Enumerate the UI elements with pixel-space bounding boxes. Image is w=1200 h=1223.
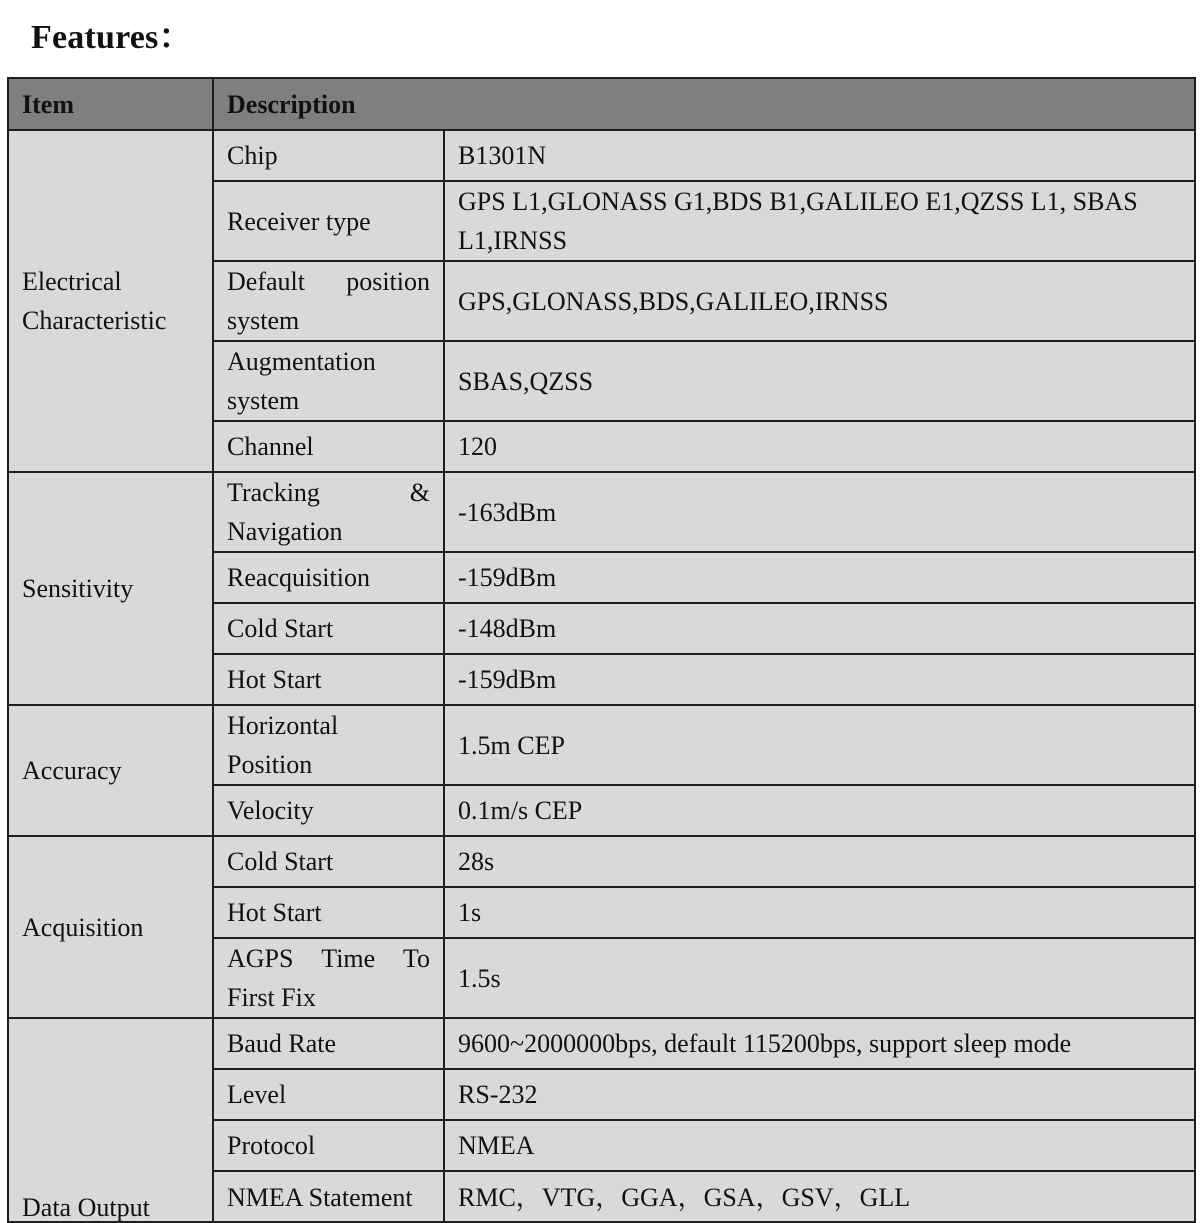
spec-value: B1301N [444,130,1195,181]
features-table [7,77,1196,1223]
table-row [8,705,1195,785]
spec-name-line1: Tracking & [227,478,430,507]
table-row [8,130,1195,181]
section-title: Features： [31,19,193,56]
spec-name-line2: First Fix [227,983,316,1012]
spec-value: RMC，VTG，GGA，GSA，GSV，GLL [444,1171,1195,1222]
spec-name: Cold Start [213,603,444,654]
spec-name: Baud Rate [213,1018,444,1069]
group-cell-accuracy: Accuracy [8,705,213,836]
header-item: Item [8,78,213,130]
spec-value: 1.5s [444,938,1195,1018]
group-cell-electrical: Electrical Characteristic [8,130,213,472]
spec-value: 1s [444,887,1195,938]
spec-name: NMEA Statement [213,1171,444,1222]
spec-name [213,341,444,421]
spec-name: Hot Start [213,887,444,938]
spec-name: Velocity [213,785,444,836]
spec-name: Reacquisition [213,552,444,603]
spec-name: Protocol [213,1120,444,1171]
spec-name: Channel [213,421,444,472]
spec-name-line2: system [227,386,300,415]
spec-name: Level [213,1069,444,1120]
spec-name [213,472,444,552]
group-cell-data-output [8,1018,213,1222]
spec-value: -159dBm [444,552,1195,603]
spec-name-line1: AGPS Time To [227,944,430,973]
spec-name: Chip [213,130,444,181]
spec-name-line2: Navigation [227,517,343,546]
group-cell-sensitivity: Sensitivity [8,472,213,705]
table-header-row [8,78,1195,130]
table-row [8,472,1195,552]
spec-value: -163dBm [444,472,1195,552]
spec-value: GPS,GLONASS,BDS,GALILEO,IRNSS [444,261,1195,341]
spec-name-line2: system [227,306,300,335]
spec-name: Receiver type [213,181,444,261]
table-row [8,836,1195,887]
spec-value: -148dBm [444,603,1195,654]
spec-name [213,261,444,341]
spec-value: RS-232 [444,1069,1195,1120]
spec-value: 0.1m/s CEP [444,785,1195,836]
spec-value: 9600~2000000bps, default 115200bps, support sleep mode [444,1018,1195,1069]
spec-value: 28s [444,836,1195,887]
spec-name: Hot Start [213,654,444,705]
spec-name [213,938,444,1018]
table-row [8,1018,1195,1069]
group-label: Data Output [22,1193,150,1222]
spec-name-line2: Position [227,750,313,779]
header-description: Description [213,78,1195,130]
spec-name [213,705,444,785]
spec-name-line1: Augmentation [227,347,376,376]
spec-value: GPS L1,GLONASS G1,BDS B1,GALILEO E1,QZSS L1, SBAS L1,IRNSS [444,181,1195,261]
spec-name-line1: Horizontal [227,711,339,740]
spec-value: 120 [444,421,1195,472]
spec-value: 1.5m CEP [444,705,1195,785]
spec-name: Cold Start [213,836,444,887]
spec-value: SBAS,QZSS [444,341,1195,421]
group-cell-acquisition: Acquisition [8,836,213,1018]
spec-value: NMEA [444,1120,1195,1171]
spec-name-line1: Default position [227,267,430,296]
spec-value: -159dBm [444,654,1195,705]
